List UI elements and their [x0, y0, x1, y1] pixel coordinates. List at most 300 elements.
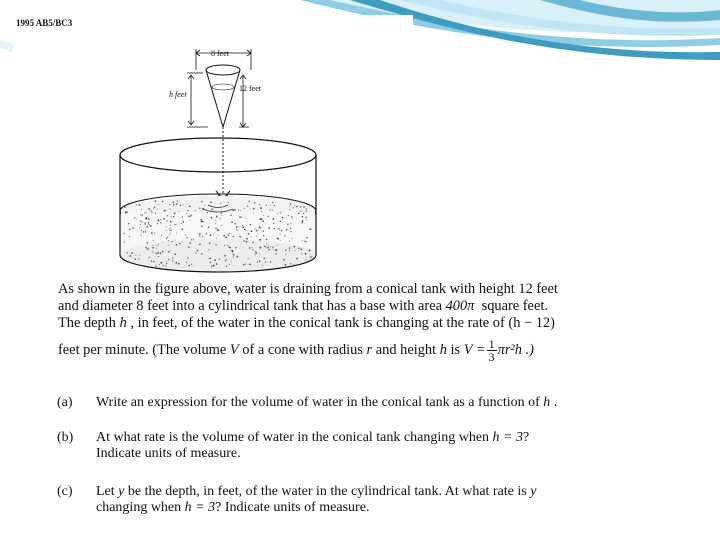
stipple-dot	[151, 233, 152, 234]
stipple-dot	[195, 210, 196, 211]
stipple-dot	[183, 205, 184, 206]
stipple-dot	[161, 235, 162, 236]
stipple-dot	[124, 241, 125, 242]
stipple-dot	[147, 248, 149, 250]
stipple-dot	[255, 254, 256, 255]
stipple-dot	[199, 236, 200, 237]
stipple-dot	[176, 203, 178, 205]
stipple-dot	[182, 241, 183, 242]
stipple-dot	[239, 236, 240, 237]
stipple-dot	[175, 224, 176, 225]
depth-label: h feet	[169, 90, 187, 99]
stipple-dot	[288, 215, 289, 216]
stipple-dot	[135, 255, 136, 256]
stipple-dot	[156, 248, 157, 249]
stipple-dot	[228, 202, 229, 203]
stipple-dot	[309, 249, 311, 251]
stipple-dot	[245, 263, 246, 264]
stipple-dot	[171, 217, 172, 218]
stipple-dot	[166, 263, 167, 264]
stipple-dot	[216, 263, 218, 265]
stipple-dot	[300, 210, 301, 211]
stipple-dot	[225, 237, 227, 239]
stipple-dot	[248, 258, 249, 259]
intro-text-4a: feet per minute. (The volume	[58, 341, 227, 358]
stipple-dot	[236, 226, 238, 228]
stipple-dot	[292, 218, 293, 219]
stipple-dot	[145, 222, 146, 223]
stipple-dot	[172, 260, 173, 261]
fraction-denominator: 3	[488, 350, 495, 364]
stipple-dot	[170, 225, 171, 226]
stipple-dot	[187, 210, 188, 211]
stipple-dot	[159, 264, 160, 265]
stipple-dot	[221, 213, 222, 214]
stipple-dot	[152, 251, 153, 252]
stipple-dot	[275, 253, 276, 254]
height-label: 12 feet	[239, 84, 261, 93]
stipple-dot	[141, 221, 142, 222]
stipple-dot	[292, 238, 293, 239]
stipple-dot	[260, 228, 261, 229]
stipple-dot	[210, 258, 211, 259]
stipple-dot	[148, 257, 149, 258]
stipple-dot	[164, 210, 166, 212]
stipple-dot	[162, 241, 163, 242]
stipple-dot	[200, 219, 202, 221]
stipple-dot	[182, 229, 184, 231]
part-c-line2a: changing when	[96, 500, 182, 515]
stipple-dot	[158, 204, 159, 205]
stipple-dot	[166, 238, 167, 239]
var-h: h	[119, 315, 127, 331]
formula-fraction	[487, 338, 497, 363]
stipple-dot	[210, 201, 212, 203]
stipple-dot	[280, 234, 281, 235]
stipple-dot	[188, 216, 190, 218]
stipple-dot	[145, 247, 146, 248]
stipple-dot	[145, 231, 146, 232]
stipple-dot	[148, 222, 149, 223]
stipple-dot	[153, 261, 154, 262]
stipple-dot	[231, 261, 232, 262]
stipple-dot	[139, 255, 140, 256]
stipple-dot	[233, 209, 235, 211]
stipple-dot	[140, 220, 141, 221]
stipple-dot	[272, 247, 273, 248]
stipple-dot	[306, 257, 307, 258]
stipple-dot	[296, 206, 298, 208]
stipple-dot	[282, 217, 283, 218]
stipple-dot	[197, 250, 199, 252]
part-c-line2b: ? Indicate units of measure.	[215, 500, 370, 515]
stipple-dot	[273, 249, 274, 250]
stipple-dot	[176, 244, 178, 246]
stipple-dot	[265, 224, 266, 225]
stipple-dot	[305, 241, 306, 242]
stipple-dot	[267, 247, 269, 249]
part-b-line1: At what rate is the volume of water in the conical tank changing when	[96, 430, 490, 445]
stipple-dot	[146, 226, 148, 228]
stipple-dot	[218, 235, 219, 236]
stipple-dot	[302, 222, 304, 224]
stipple-dot	[217, 230, 218, 231]
part-c-var-y: y	[118, 484, 125, 499]
stipple-dot	[215, 220, 216, 221]
stipple-dot	[202, 236, 203, 237]
stipple-dot	[183, 221, 185, 223]
stipple-dot	[227, 245, 228, 246]
depth-dimension	[187, 73, 208, 127]
stipple-dot	[172, 201, 174, 203]
stipple-dot	[172, 257, 173, 258]
stipple-dot	[166, 226, 167, 227]
part-b-condition: h = 3	[492, 430, 523, 445]
stipple-dot	[233, 254, 235, 256]
stipple-dot	[152, 234, 153, 235]
stipple-dot	[296, 258, 298, 260]
fraction-numerator: 1	[488, 337, 495, 351]
stipple-dot	[294, 250, 295, 251]
stipple-dot	[249, 264, 251, 266]
stipple-dot	[162, 201, 163, 202]
var-r: r	[366, 341, 373, 358]
part-a-tail: .	[553, 395, 558, 410]
stipple-dot	[160, 219, 161, 220]
stipple-dot	[213, 265, 215, 267]
stipple-dot	[279, 230, 280, 231]
stipple-dot	[147, 242, 148, 243]
stipple-dot	[191, 264, 192, 265]
stipple-dot	[310, 228, 312, 230]
var-h-2: h	[439, 341, 447, 358]
stipple-dot	[150, 210, 151, 211]
stipple-dot	[238, 226, 239, 227]
stipple-dot	[170, 228, 171, 229]
stipple-dot	[227, 234, 229, 236]
stipple-dot	[282, 219, 283, 220]
part-c-line1a: Let	[96, 484, 115, 499]
stipple-dot	[302, 216, 304, 218]
stipple-dot	[251, 236, 252, 237]
stipple-dot	[294, 264, 295, 265]
stipple-dot	[224, 255, 226, 257]
stipple-dot	[222, 215, 223, 216]
stipple-dot	[260, 247, 262, 249]
stipple-dot	[151, 232, 152, 233]
stipple-dot	[126, 252, 127, 253]
stipple-dot	[201, 253, 203, 255]
stipple-dot	[155, 253, 156, 254]
stipple-dot	[263, 215, 264, 216]
stipple-dot	[248, 233, 249, 234]
stipple-dot	[178, 211, 179, 212]
stipple-dot	[246, 218, 247, 219]
stipple-dot	[190, 242, 192, 244]
stipple-dot	[140, 214, 141, 215]
stipple-dot	[199, 244, 201, 246]
stipple-dot	[294, 205, 295, 206]
stipple-dot	[155, 213, 156, 214]
stipple-dot	[268, 244, 269, 245]
stipple-dot	[135, 259, 136, 260]
stipple-dot	[141, 233, 142, 234]
stipple-dot	[226, 259, 227, 260]
stipple-dot	[242, 226, 244, 228]
stipple-dot	[280, 221, 282, 223]
stipple-dot	[266, 239, 268, 241]
stipple-dot	[272, 210, 273, 211]
stipple-dot	[235, 209, 236, 210]
stipple-dot	[167, 237, 168, 238]
stipple-dot	[285, 254, 286, 255]
stipple-dot	[268, 249, 270, 251]
intro-text-2a: and diameter 8 feet into a cylindrical tank that has a base with area	[58, 298, 442, 314]
stipple-dot	[204, 205, 205, 206]
stipple-dot	[291, 216, 292, 217]
stipple-dot	[246, 238, 248, 240]
stipple-dot	[253, 208, 255, 210]
stipple-dot	[143, 231, 145, 233]
stipple-dot	[274, 205, 275, 206]
stipple-dot	[129, 236, 130, 237]
stipple-dot	[141, 214, 143, 216]
stipple-dot	[272, 202, 273, 203]
stipple-dot	[136, 204, 137, 205]
stipple-dot	[280, 212, 281, 213]
stipple-dot	[210, 234, 212, 236]
stipple-dot	[302, 220, 304, 222]
stipple-dot	[305, 253, 307, 255]
stipple-dot	[186, 213, 187, 214]
stipple-dot	[166, 261, 167, 262]
stipple-dot	[306, 208, 307, 209]
stipple-dot	[259, 204, 260, 205]
stipple-dot	[252, 242, 253, 243]
stipple-dot	[285, 264, 287, 266]
stipple-dot	[125, 213, 126, 214]
stipple-dot	[187, 257, 188, 258]
stipple-dot	[151, 260, 152, 261]
stipple-dot	[171, 230, 172, 231]
stipple-dot	[211, 217, 213, 219]
stipple-dot	[168, 245, 169, 246]
figure-title: 1995 AB5/BC3	[16, 18, 73, 28]
area-value: 400π	[445, 298, 475, 314]
stipple-dot	[263, 230, 264, 231]
stipple-dot	[285, 250, 286, 251]
stipple-dot	[289, 209, 290, 210]
stipple-dot	[235, 247, 236, 248]
stipple-dot	[306, 219, 307, 220]
intro-text-4d: is	[450, 341, 461, 358]
stipple-dot	[188, 247, 189, 248]
stipple-dot	[226, 266, 227, 267]
stipple-dot	[310, 256, 312, 258]
stipple-dot	[304, 241, 305, 242]
stipple-dot	[265, 246, 266, 247]
stipple-dot	[141, 230, 142, 231]
stipple-dot	[158, 256, 159, 257]
stipple-dot	[277, 245, 278, 246]
stipple-dot	[153, 208, 154, 209]
stipple-dot	[161, 262, 162, 263]
stipple-dot	[251, 230, 253, 232]
formula-rhs: πr²h .)	[497, 341, 534, 358]
stipple-dot	[300, 249, 302, 251]
problem-panel	[47, 273, 652, 525]
stipple-dot	[153, 245, 154, 246]
stipple-dot	[303, 206, 305, 208]
height-dimension	[239, 75, 249, 127]
stipple-dot	[140, 224, 141, 225]
stipple-dot	[174, 224, 175, 225]
stipple-dot	[263, 235, 264, 236]
stipple-dot	[191, 239, 192, 240]
stipple-dot	[199, 208, 200, 209]
stipple-dot	[253, 212, 254, 213]
stipple-dot	[168, 251, 169, 252]
stipple-dot	[145, 230, 146, 231]
stipple-dot	[239, 216, 241, 218]
stipple-dot	[186, 262, 187, 263]
stipple-dot	[266, 205, 267, 206]
stipple-dot	[293, 207, 294, 208]
stipple-dot	[240, 210, 241, 211]
stipple-dot	[181, 223, 182, 224]
stipple-dot	[169, 230, 170, 231]
part-b-tail: ?	[523, 430, 530, 445]
stipple-dot	[165, 265, 166, 266]
formula-lhs: V =	[463, 341, 486, 358]
stipple-dot	[208, 249, 209, 250]
stipple-dot	[264, 258, 265, 259]
stipple-dot	[216, 238, 217, 239]
stipple-dot	[262, 265, 263, 266]
stipple-dot	[129, 229, 131, 231]
stipple-dot	[283, 259, 285, 261]
part-c-label: (c)	[57, 484, 73, 499]
stipple-dot	[248, 201, 249, 202]
stipple-dot	[259, 226, 261, 228]
stipple-dot	[259, 218, 261, 220]
stipple-dot	[243, 264, 244, 265]
intro-line-2	[58, 298, 648, 315]
stipple-dot	[305, 217, 306, 218]
stipple-dot	[180, 205, 181, 206]
part-c-condition: h = 3	[184, 500, 216, 515]
stipple-dot	[266, 244, 267, 245]
stipple-dot	[265, 261, 266, 262]
stipple-dot	[166, 220, 167, 221]
stipple-dot	[153, 240, 154, 241]
stipple-dot	[148, 208, 150, 210]
stipple-dot	[233, 257, 234, 258]
stipple-dot	[255, 251, 256, 252]
intro-text-1: As shown in the figure above, water is draining from a conical tank with height 12 feet	[58, 281, 558, 297]
stipple-dot	[162, 265, 163, 266]
stipple-dot	[229, 233, 230, 234]
stipple-dot	[206, 233, 207, 234]
stipple-dot	[178, 263, 180, 265]
stipple-dot	[175, 240, 176, 241]
stipple-dot	[252, 247, 253, 248]
stipple-dot	[231, 221, 233, 223]
stipple-dot	[247, 205, 248, 206]
stipple-dot	[286, 229, 287, 230]
stipple-dot	[171, 241, 172, 242]
stipple-dot	[259, 253, 260, 254]
stipple-dot	[152, 212, 153, 213]
stipple-dot	[252, 249, 253, 250]
stipple-dot	[291, 231, 292, 232]
stipple-dot	[123, 233, 124, 234]
part-b-label: (b)	[57, 430, 74, 445]
stipple-dot	[216, 216, 217, 217]
stipple-dot	[233, 210, 234, 211]
stipple-dot	[290, 203, 291, 204]
stipple-dot	[298, 248, 299, 249]
stipple-dot	[132, 227, 133, 228]
stipple-dot	[155, 200, 157, 202]
stipple-dot	[210, 262, 211, 263]
stipple-dot	[281, 230, 282, 231]
stipple-dot	[230, 215, 231, 216]
stipple-dot	[160, 222, 161, 223]
stipple-dot	[246, 241, 248, 243]
stipple-dot	[170, 221, 172, 223]
stipple-dot	[273, 228, 274, 229]
diameter-label: 8 feet	[211, 49, 229, 58]
stipple-dot	[289, 241, 290, 242]
stipple-dot	[278, 228, 279, 229]
stipple-dot	[254, 228, 255, 229]
intro-text-3a: The depth	[58, 315, 116, 331]
intro-line-3	[58, 315, 648, 332]
stipple-dot	[139, 228, 140, 229]
stipple-dot	[175, 262, 177, 264]
stipple-dot	[220, 218, 221, 219]
stipple-dot	[290, 263, 291, 264]
stipple-dot	[270, 246, 271, 247]
stipple-dot	[185, 234, 186, 235]
stipple-dot	[254, 202, 255, 203]
stipple-dot	[289, 247, 290, 248]
stipple-dot	[244, 208, 245, 209]
stipple-dot	[240, 236, 241, 237]
stipple-dot	[284, 235, 285, 236]
stipple-dot	[177, 200, 178, 201]
stipple-dot	[250, 224, 252, 226]
stipple-dot	[233, 236, 234, 237]
stipple-dot	[191, 215, 192, 216]
stipple-dot	[273, 246, 274, 247]
stipple-dot	[141, 209, 142, 210]
stipple-dot	[273, 223, 274, 224]
stipple-dot	[128, 223, 129, 224]
stipple-dot	[214, 259, 216, 261]
stipple-dot	[260, 222, 261, 223]
stipple-dot	[170, 250, 171, 251]
stipple-dot	[144, 223, 146, 225]
stipple-dot	[242, 225, 243, 226]
stipple-dot	[261, 207, 263, 209]
intro-text-3b: , in feet, of the water in the conical tank is changing at the rate of	[130, 315, 505, 331]
stipple-dot	[277, 238, 279, 240]
stipple-dot	[272, 218, 274, 220]
stipple-dot	[289, 250, 290, 251]
stipple-dot	[264, 246, 265, 247]
